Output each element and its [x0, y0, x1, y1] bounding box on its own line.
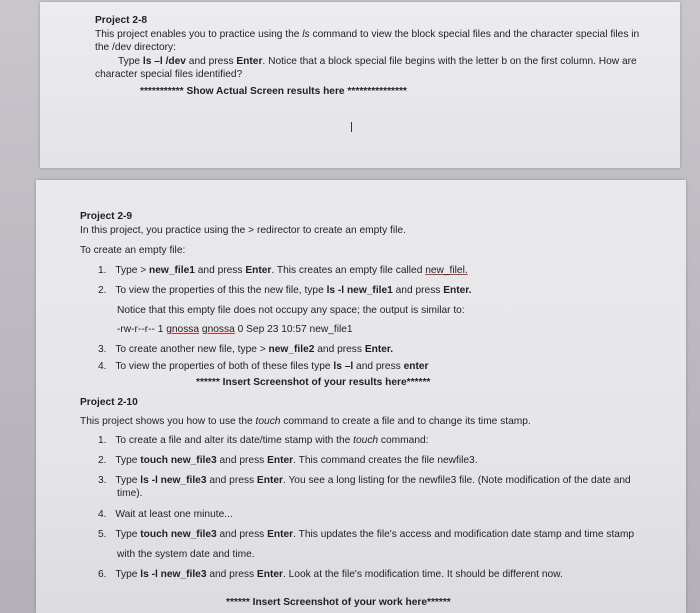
to-create-label: To create an empty file:	[80, 245, 186, 256]
enter-key: Enter	[267, 455, 294, 466]
project-2-8-card	[40, 2, 680, 168]
step-command: ls –l /dev	[142, 56, 186, 67]
list-number: 1.	[98, 265, 107, 276]
step-text: Type	[115, 569, 141, 580]
list-item-cont: time).	[117, 488, 143, 499]
note-text: Notice that this empty file does not occupy any space; the output is similar to:	[117, 305, 465, 316]
enter-key: Enter.	[364, 344, 394, 355]
step-text: Wait at least one minute...	[115, 509, 233, 520]
step-command: ls -l new_file3	[140, 569, 207, 580]
text-cursor	[351, 122, 352, 132]
list-number: 2.	[98, 285, 107, 296]
insert-screenshot-placeholder: ****** Insert Screenshot of your results here******	[196, 377, 431, 388]
list-number: 3.	[98, 475, 107, 486]
step-text: and press	[185, 56, 237, 67]
step-text: and press	[206, 475, 257, 486]
enter-key: Enter	[245, 265, 272, 276]
project-2-8-intro-line2: the /dev directory:	[95, 42, 176, 53]
step-text: To view the properties of this the new file, type	[115, 285, 327, 296]
touch-command: touch	[353, 435, 379, 446]
list-item	[98, 454, 478, 467]
list-number: 1.	[98, 435, 107, 446]
step-text: To create a file and alter its date/time stamp with the	[115, 435, 354, 446]
ls-command: ls	[299, 29, 313, 40]
list-item	[98, 568, 563, 581]
enter-key: Enter	[256, 569, 283, 580]
step-command: ls -l new_file3	[140, 475, 207, 486]
step-text: . You see a long listing for the newfile3 file. (Note modification of the date and	[282, 475, 631, 486]
list-item	[98, 528, 634, 541]
enter-key: enter	[403, 361, 429, 372]
step-text: and press	[353, 361, 404, 372]
output-user: gnossa	[166, 324, 200, 335]
project-2-8-title: Project 2-8	[95, 15, 148, 26]
intro-text-cont: command to create a file and to change its time stamp.	[280, 416, 531, 427]
output-text: 0 Sep 23 10:57 new_file1	[234, 324, 353, 335]
sample-output	[117, 323, 353, 336]
output-text: -rw-r--r-- 1	[117, 324, 167, 335]
project-2-8-intro	[95, 28, 639, 41]
step-text: To view the properties of both of these files type	[115, 361, 334, 372]
step-text: . This updates the file's access and modification date stamp and time stamp	[293, 529, 635, 540]
project-2-10-intro	[80, 415, 531, 428]
touch-command: touch	[255, 416, 281, 427]
step-text: . Look at the file's modification time. It should be different now.	[282, 569, 563, 580]
list-number: 4.	[98, 361, 107, 372]
step-text: . Notice that a block special file begins with the letter b on the first column. How are	[262, 56, 637, 67]
list-number: 4.	[98, 509, 107, 520]
list-number: 5.	[98, 529, 107, 540]
output-group: gnossa	[201, 324, 235, 335]
step-text: and press	[206, 569, 257, 580]
step-text: and press	[216, 529, 268, 540]
project-2-8-step	[118, 55, 637, 68]
intro-text: This project shows you how to use the	[80, 416, 256, 427]
list-number: 2.	[98, 455, 107, 466]
step-text: . This creates an empty file called	[271, 265, 426, 276]
project-2-8-question: character special files identified?	[95, 69, 243, 80]
list-item	[98, 360, 429, 373]
project-2-9-intro: In this project, you practice using the > redirector to create an empty file.	[80, 225, 406, 236]
project-2-9-2-10-card	[36, 180, 686, 613]
insert-screenshot-placeholder: ****** Insert Screenshot of your work here******	[226, 597, 451, 608]
filename-underlined: new_filel.	[425, 265, 468, 276]
step-command: new_file2	[268, 344, 315, 355]
step-text: command:	[378, 435, 429, 446]
step-text: Type	[118, 56, 143, 67]
enter-key: Enter	[267, 529, 294, 540]
list-item	[98, 474, 631, 487]
step-command: ls -l new_file1	[326, 285, 393, 296]
show-results-placeholder: *********** Show Actual Screen results here ***************	[140, 86, 407, 97]
step-command: touch new_file3	[140, 455, 217, 466]
list-item	[98, 508, 233, 521]
intro-text: This project enables you to practice using the	[95, 29, 300, 40]
list-item	[98, 434, 428, 447]
step-text: and press	[314, 344, 365, 355]
list-number: 3.	[98, 344, 107, 355]
enter-key: Enter	[236, 56, 263, 67]
step-text: Type	[115, 529, 141, 540]
list-item-cont: with the system date and time.	[117, 549, 255, 560]
project-2-10-title: Project 2-10	[80, 397, 138, 408]
step-text: Type >	[115, 265, 150, 276]
list-item	[98, 343, 393, 356]
step-text: Type	[115, 455, 141, 466]
enter-key: Enter	[256, 475, 283, 486]
step-command: touch new_file3	[140, 529, 217, 540]
enter-key: Enter.	[443, 285, 472, 296]
step-command: ls –l	[333, 361, 354, 372]
step-text: . This command creates the file newfile3.	[293, 455, 478, 466]
step-text: Type	[115, 475, 141, 486]
step-text: To create another new file, type >	[115, 344, 269, 355]
intro-text-cont: command to view the block special files and the character special files in	[312, 29, 640, 40]
step-command: new_file1	[149, 265, 195, 276]
project-2-9-title: Project 2-9	[80, 211, 133, 222]
step-text: and press	[194, 265, 246, 276]
step-text: and press	[216, 455, 268, 466]
list-item	[98, 284, 472, 297]
list-number: 6.	[98, 569, 107, 580]
list-item	[98, 264, 468, 277]
step-text: and press	[392, 285, 444, 296]
